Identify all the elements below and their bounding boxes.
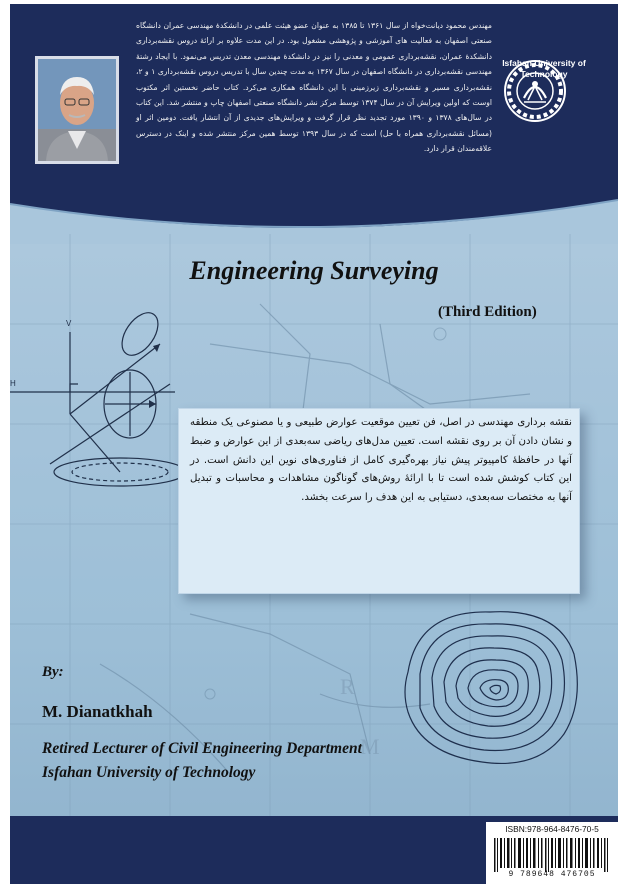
author-biography: مهندس محمود دیانت‌خواه از سال ۱۳۶۱ تا ۱۳۸۵ به عنوان عضو هیئت علمی در دانشکدهٔ مهندسی عمران دانشگاه صنعتی اصفهان به فعالیت های آموزشی و پژوهشی مشغول بود. در این مدت علاوه بر ارائهٔ دروس نقشه‌برداری دانشکدهٔ عمران، نقشه‌برداری عمومی و معدنی را نیز در دانشکدهٔ مهندسی معدن تدریس می‌نمود. با ایجاد رشتهٔ مهندسی نقشه‌برداری در دانشگاه اصفهان در سال ۱۳۶۷ به مدت چندین سال با تدریس دروس نقشه‌برداری ۱ و ۲، نقشه‌برداری مسیر و نقشه‌برداری زیرزمینی با این دانشگاه همکاری می‌کرد. کتاب حاضر نخستین اثر مکتوب اوست که اولین ویرایش آن در سال ۱۳۷۴ توسط مرکز نشر دانشگاه صنعتی اصفهان چاپ و منتشر شد. این کتاب در سال‌های ۱۳۷۸ و ۱۳۹۰ مورد تجدید نظر قرار گرفت و ویرایش‌های جدیدی از آن انتشار یافت. دومین اثر او (مسائل نقشه‌برداری همراه با حل) است که در سال ۱۳۹۳ توسط همین مرکز منتشر شده و اینک در دسترس علاقه‌مندان قرار دارد. — [136, 21, 493, 154]
author-name: M. Dianatkhah — [42, 702, 153, 721]
contour-map-illustration — [398, 602, 582, 772]
book-back-cover — [10, 4, 618, 884]
barcode-bars — [494, 838, 610, 872]
book-title: Engineering Surveying — [189, 256, 439, 285]
author-affiliation-university: Isfahan University of Technology — [42, 764, 256, 781]
edition-label: (Third Edition) — [438, 304, 537, 320]
author-photo — [35, 56, 119, 164]
university-name: Isfahan University of Technology — [502, 58, 586, 79]
instrument-sketch — [10, 304, 190, 504]
vertical-axis-label: V — [66, 319, 72, 328]
isbn-text: ISBN:978-964-8476-70-5 — [505, 824, 599, 834]
barcode-number: 9 789648 476705 — [508, 870, 596, 879]
author-affiliation-department: Retired Lecturer of Civil Engineering Department — [42, 740, 362, 757]
university-logo — [500, 56, 588, 80]
abstract-text: نقشه برداری مهندسی در اصل، فن تعیین موقعیت عوارض طبیعی و یا مصنوعی یک منطقه و نشان دادن آن بر روی نقشه است. تعیین مدل‌های ریاضی سه‌بعدی از این عوارض و ضبط آنها در حافظهٔ کامپیوتر پیش نیاز بهره‌گیری کامل از فناوری‌های نوین این دانش است. در این کتاب کوشش شده است تا با ارائهٔ روش‌های گوناگون مشاهدات و محاسبات و تبدیل آنها به مختصات سه‌بعدی، دستیابی به این هدف را سرعت بخشد. — [190, 417, 572, 504]
svg-text:R: R — [340, 674, 355, 699]
gear-emblem-icon — [500, 56, 570, 126]
top-banner — [10, 4, 618, 234]
horizontal-axis-label: H — [10, 379, 16, 388]
svg-text:M: M — [360, 734, 380, 759]
by-label: By: — [42, 664, 64, 680]
